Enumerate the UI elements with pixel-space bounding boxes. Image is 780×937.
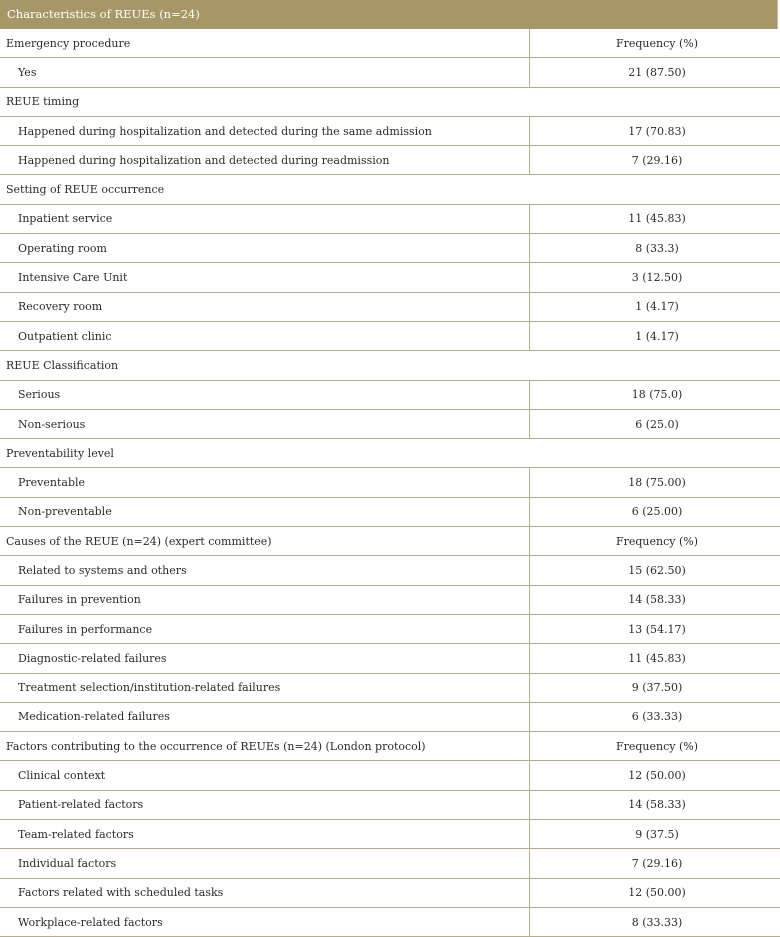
section-header-row <box>0 732 780 761</box>
row-label: Serious <box>0 380 530 409</box>
row-frequency-value: 9 (37.5) <box>530 820 780 849</box>
row-frequency-value: 9 (37.50) <box>530 673 780 702</box>
frequency-column-header: Frequency (%) <box>530 527 780 556</box>
table-row <box>0 849 780 878</box>
row-frequency-value: 12 (50.00) <box>530 878 780 907</box>
row-frequency-value: 3 (12.50) <box>530 263 780 292</box>
row-frequency-value: 12 (50.00) <box>530 761 780 790</box>
table-row <box>0 146 780 175</box>
table-row <box>0 263 780 292</box>
row-frequency-value: 7 (29.16) <box>530 849 780 878</box>
row-label: Workplace-related factors <box>0 907 530 936</box>
row-frequency-value: 18 (75.0) <box>530 380 780 409</box>
characteristics-table <box>0 29 780 937</box>
table-row <box>0 292 780 321</box>
row-frequency-value: 13 (54.17) <box>530 614 780 643</box>
table-row <box>0 497 780 526</box>
row-frequency-value: 18 (75.00) <box>530 468 780 497</box>
row-label: Happened during hospitalization and detected during the same admission <box>0 116 530 145</box>
section-label: Factors contributing to the occurrence of REUEs (n=24) (London protocol) <box>0 732 530 761</box>
row-label: Patient-related factors <box>0 790 530 819</box>
table-row <box>0 321 780 350</box>
section-label: Emergency procedure <box>0 29 530 58</box>
row-label: Intensive Care Unit <box>0 263 530 292</box>
section-header-row <box>0 439 780 468</box>
section-header-row <box>0 527 780 556</box>
row-frequency-value: 17 (70.83) <box>530 116 780 145</box>
row-label: Operating room <box>0 234 530 263</box>
row-frequency-value: 14 (58.33) <box>530 585 780 614</box>
section-header-row <box>0 175 780 204</box>
row-label: Failures in prevention <box>0 585 530 614</box>
row-label: Outpatient clinic <box>0 321 530 350</box>
row-label: Related to systems and others <box>0 556 530 585</box>
table-row <box>0 58 780 87</box>
table-row <box>0 204 780 233</box>
row-frequency-value: 8 (33.33) <box>530 907 780 936</box>
table-title: Characteristics of REUEs (n=24) <box>0 0 778 29</box>
table-row <box>0 907 780 936</box>
row-label: Yes <box>0 58 530 87</box>
section-label: Setting of REUE occurrence <box>0 175 780 204</box>
table-row <box>0 556 780 585</box>
table-row <box>0 790 780 819</box>
row-label: Inpatient service <box>0 204 530 233</box>
row-frequency-value: 8 (33.3) <box>530 234 780 263</box>
table-row <box>0 409 780 438</box>
row-frequency-value: 1 (4.17) <box>530 321 780 350</box>
section-label: REUE timing <box>0 87 780 116</box>
table-row <box>0 585 780 614</box>
table-row <box>0 761 780 790</box>
section-header-row <box>0 351 780 380</box>
row-frequency-value: 6 (25.0) <box>530 409 780 438</box>
table-row <box>0 820 780 849</box>
section-label: Causes of the REUE (n=24) (expert committee) <box>0 527 530 556</box>
row-label: Medication-related failures <box>0 702 530 731</box>
table-row <box>0 702 780 731</box>
table-row <box>0 468 780 497</box>
table-body <box>0 29 780 937</box>
frequency-column-header: Frequency (%) <box>530 29 780 58</box>
row-frequency-value: 11 (45.83) <box>530 644 780 673</box>
row-label: Individual factors <box>0 849 530 878</box>
table-row <box>0 644 780 673</box>
row-label: Non-serious <box>0 409 530 438</box>
row-label: Non-preventable <box>0 497 530 526</box>
row-label: Recovery room <box>0 292 530 321</box>
section-label: REUE Classification <box>0 351 780 380</box>
row-frequency-value: 21 (87.50) <box>530 58 780 87</box>
row-frequency-value: 1 (4.17) <box>530 292 780 321</box>
table-row <box>0 673 780 702</box>
frequency-column-header: Frequency (%) <box>530 732 780 761</box>
row-frequency-value: 15 (62.50) <box>530 556 780 585</box>
row-frequency-value: 6 (33.33) <box>530 702 780 731</box>
row-frequency-value: 14 (58.33) <box>530 790 780 819</box>
row-label: Factors related with scheduled tasks <box>0 878 530 907</box>
section-header-row <box>0 87 780 116</box>
row-label: Diagnostic-related failures <box>0 644 530 673</box>
row-label: Treatment selection/institution-related failures <box>0 673 530 702</box>
row-label: Clinical context <box>0 761 530 790</box>
row-label: Team-related factors <box>0 820 530 849</box>
row-frequency-value: 11 (45.83) <box>530 204 780 233</box>
row-label: Happened during hospitalization and detected during readmission <box>0 146 530 175</box>
section-header-row <box>0 29 780 58</box>
table-row <box>0 116 780 145</box>
table-row <box>0 234 780 263</box>
table-row <box>0 878 780 907</box>
row-label: Preventable <box>0 468 530 497</box>
row-frequency-value: 6 (25.00) <box>530 497 780 526</box>
table-row <box>0 614 780 643</box>
row-frequency-value: 7 (29.16) <box>530 146 780 175</box>
table-row <box>0 380 780 409</box>
row-label: Failures in performance <box>0 614 530 643</box>
section-label: Preventability level <box>0 439 780 468</box>
